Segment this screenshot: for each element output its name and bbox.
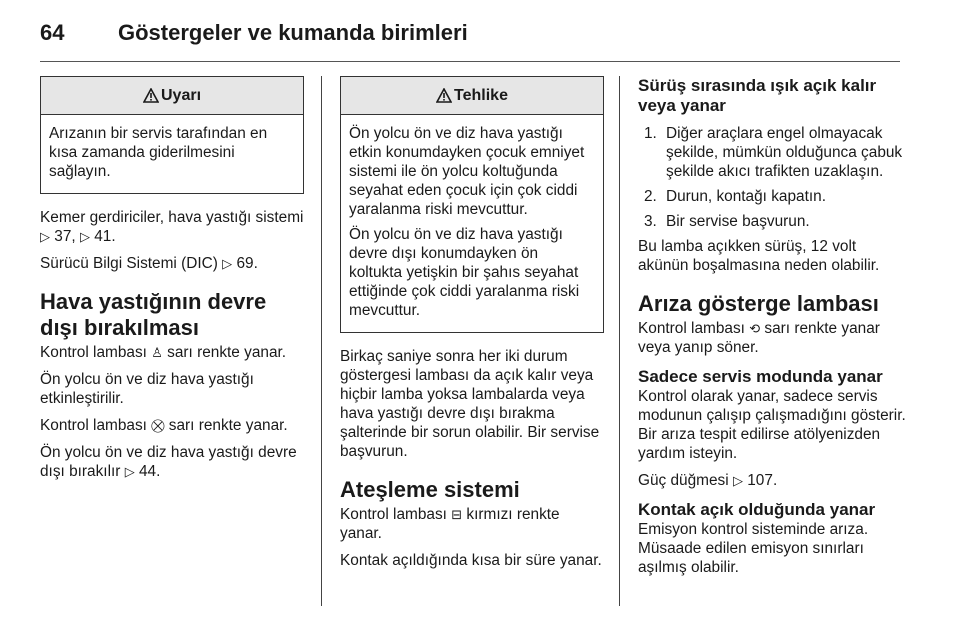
page-ref-arrow-icon: ▷ <box>79 229 90 244</box>
service-mode-paragraph: Kontrol olarak yanar, sadece servis modunun çalışıp çalışmadığını gösterir. Bir arıza tespit edilirse atölyenizden yardım isteyin. <box>638 388 906 462</box>
malfunction-lamp-heading: Arıza gösterge lambası <box>638 291 879 316</box>
ignition-system-heading: Ateşleme sistemi <box>340 477 520 502</box>
ignition-on-paragraph: Kontak açıldığında kısa bir süre yanar. <box>340 552 602 569</box>
warning-box-title: Uyarı <box>160 87 202 104</box>
warning-box <box>40 76 304 194</box>
airbag-on-icon: ♙ <box>151 345 163 360</box>
list-item: 3. Bir servise başvurun. <box>644 213 810 230</box>
danger-box-text-2: Ön yolcu ön ve diz hava yastığı devre dışı konumdayken ön koltukta yetişkin bir şahıs seyahat ettiğinde çok ciddi yaralanma riski mevcuttur. <box>349 226 580 319</box>
list-item: 1. Diğer araçlara engel olmayacak şekilde, mümkün olduğunca çabuk şekilde akıcı trafikten uzaklaşın. <box>644 125 903 180</box>
engine-check-icon: ⟲ <box>749 321 761 336</box>
danger-box-text-1: Ön yolcu ön ve diz hava yastığı etkin konumdayken çocuk emniyet sistemi ile ön yolcu koltuğunda seyahat eden çocuk için çok ciddi yaralanma riski mevcuttur. <box>349 125 585 218</box>
emission-paragraph: Emisyon kontrol sisteminde arıza. Müsaade edilen emisyon sınırları aşılmış olabilir. <box>638 521 869 576</box>
column-1 <box>40 76 304 489</box>
warning-box-text: Arızanın bir servis tarafından en kısa zamanda giderilmesini sağlayın. <box>49 125 268 180</box>
page-ref-arrow-icon: ▷ <box>732 473 743 488</box>
danger-box <box>340 76 604 333</box>
ignition-lamp-paragraph: Kontrol lambası ⊟ kırmızı renkte yanar. <box>340 506 560 542</box>
column-3 <box>638 76 908 585</box>
page-ref[interactable]: 107 <box>747 472 773 489</box>
page-ref[interactable]: 37 <box>54 228 72 245</box>
airbag-on-lamp-paragraph: Kontrol lambası ♙ sarı renkte yanar. <box>40 344 287 361</box>
airbag-off-icon: ⛒ <box>151 418 165 433</box>
header-divider <box>40 61 900 62</box>
service-mode-heading: Sadece servis modunda yanar <box>638 367 883 386</box>
airbag-deactivated-paragraph: Ön yolcu ön ve diz hava yastığı devre dışı bırakılır ▷ 44. <box>40 444 297 480</box>
column-divider-1 <box>321 76 322 606</box>
page-ref-arrow-icon: ▷ <box>40 229 50 244</box>
page-header <box>40 16 920 60</box>
warning-triangle-icon <box>436 88 452 103</box>
status-lamp-paragraph: Birkaç saniye sonra her iki durum göstergesi lambası da açık kalır veya hiçbir lamba yoksa lambalarda veya hava yastığı devre dışı bırakma şalterinde bir sorun olabilir. Bir servise başvurun. <box>340 348 600 460</box>
column-divider-2 <box>619 76 620 606</box>
steps-list <box>638 124 908 231</box>
list-item: 2. Durun, kontağı kapatın. <box>644 188 826 205</box>
malfunction-lamp-paragraph: Kontrol lambası ⟲ sarı renkte yanar veya yanıp söner. <box>638 320 880 356</box>
danger-box-title: Tehlike <box>454 87 508 104</box>
airbag-deactivation-heading: Hava yastığının devre dışı bırakılması <box>40 289 267 340</box>
warning-box-header <box>41 77 303 115</box>
page-ref-arrow-icon: ▷ <box>124 464 135 479</box>
airbag-activated-paragraph: Ön yolcu ön ve diz hava yastığı etkinleştirilir. <box>40 371 254 407</box>
seatbelt-airbag-paragraph: Kemer gerdiriciler, hava yastığı sistemi ▷ 37, ▷ 41. <box>40 209 304 245</box>
page-ref[interactable]: 44 <box>138 463 157 480</box>
airbag-off-lamp-paragraph: Kontrol lambası ⛒ sarı renkte yanar. <box>40 417 288 434</box>
page-number: 64 <box>40 20 65 45</box>
page-ref[interactable]: 41 <box>94 228 112 245</box>
dic-paragraph: Sürücü Bilgi Sistemi (DIC) ▷ 69. <box>40 255 258 272</box>
battery-icon: ⊟ <box>451 507 463 522</box>
battery-drain-paragraph: Bu lamba açıkken sürüş, 12 volt akünün boşalmasına neden olabilir. <box>638 238 880 274</box>
power-button-paragraph: Güç düğmesi ▷ 107. <box>638 472 778 489</box>
warning-triangle-icon <box>143 88 159 103</box>
ignition-on-heading: Kontak açık olduğunda yanar <box>638 500 876 519</box>
page-ref-arrow-icon: ▷ <box>222 256 233 271</box>
driving-lamp-heading: Sürüş sırasında ışık açık kalır veya yanar <box>638 76 877 115</box>
page-title: Göstergeler ve kumanda birimleri <box>118 20 468 45</box>
page-ref[interactable]: 69 <box>236 255 254 272</box>
danger-box-header <box>341 77 603 115</box>
column-2 <box>340 76 604 578</box>
